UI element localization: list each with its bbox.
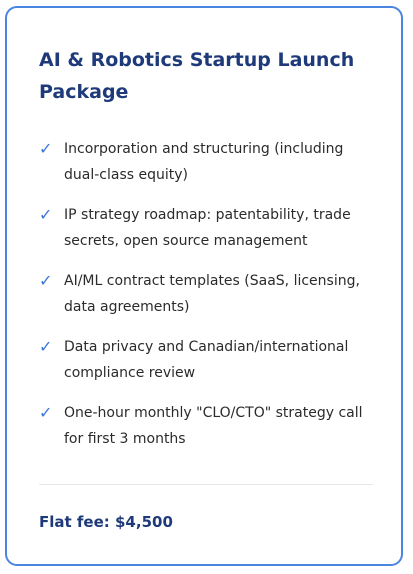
check-icon: ✓: [39, 271, 53, 290]
feature-text: Incorporation and structuring (including dual-class equity): [64, 141, 344, 183]
feature-text: Data privacy and Canadian/international compliance review: [64, 339, 349, 381]
divider: [39, 484, 373, 485]
feature-text: One-hour monthly "CLO/CTO" strategy call for first 3 months: [64, 405, 363, 447]
feature-list: [39, 136, 379, 466]
check-icon: ✓: [39, 403, 53, 422]
feature-item: [39, 268, 379, 320]
feature-item: [39, 136, 379, 188]
feature-text: AI/ML contract templates (SaaS, licensing, data agreements): [64, 273, 360, 315]
check-icon: ✓: [39, 139, 53, 158]
check-icon: ✓: [39, 337, 53, 356]
price-label: Flat fee: $4,500: [39, 513, 173, 531]
feature-text: IP strategy roadmap: patentability, trade secrets, open source management: [64, 207, 351, 249]
package-title: AI & Robotics Startup Launch Package: [39, 49, 355, 103]
feature-item: [39, 400, 379, 452]
package-card: [5, 6, 403, 566]
feature-item: [39, 202, 379, 254]
check-icon: ✓: [39, 205, 53, 224]
feature-item: [39, 334, 379, 386]
